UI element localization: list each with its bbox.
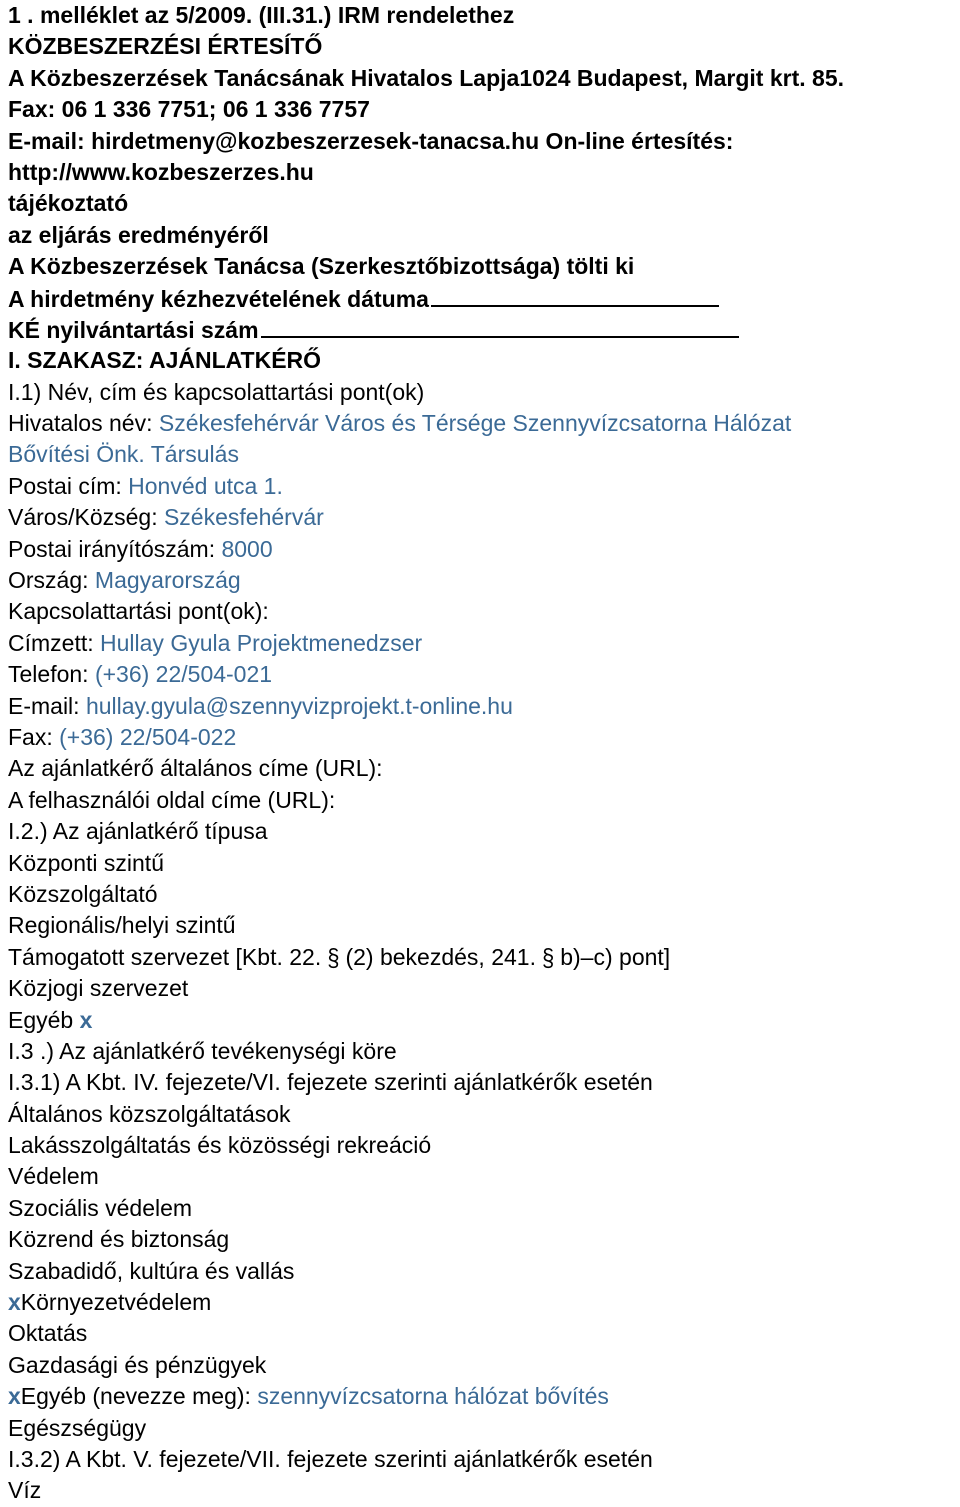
country-value: Magyarország	[94, 567, 241, 594]
other-activity-value: szennyvízcsatorna hálózat bővítés	[257, 1383, 609, 1410]
activity-environment	[8, 1287, 960, 1318]
addressee-label: Címzett:	[8, 629, 101, 656]
option-supported-org	[8, 942, 960, 973]
contact-points-label: Kapcsolattartási pont(ok):	[8, 598, 269, 625]
fax-value: (+36) 22/504-022	[59, 723, 237, 750]
gazette-website: http://www.kozbeszerzes.hu	[8, 158, 314, 185]
city-label: Város/Község:	[8, 504, 164, 531]
receipt-date-label: A hirdetmény kézhezvételének dátuma	[8, 285, 429, 312]
activity-education: Oktatás	[8, 1320, 88, 1347]
addressee-value: Hullay Gyula Projektmenedzser	[100, 629, 423, 656]
activity-health: Egészségügy	[8, 1414, 147, 1441]
other-activity-label: Egyéb (nevezze meg):	[20, 1383, 258, 1410]
document-subject: az eljárás eredményéről	[8, 221, 269, 248]
supported-org-text-3: b)–c) pont]	[560, 943, 671, 970]
section-i2-heading: I.2.) Az ajánlatkérő típusa	[8, 818, 268, 845]
receipt-date-row	[8, 283, 960, 314]
option-public-law: Közjogi szervezet	[8, 975, 189, 1002]
activity-economic: Gazdasági és pénzügyek	[8, 1351, 267, 1378]
email-value: hullay.gyula@szennyvizprojekt.t-online.hu	[85, 692, 513, 719]
registry-number-blank	[261, 314, 739, 338]
supported-org-text-2: (2) bekezdés, 241.	[345, 943, 536, 970]
email-row	[8, 691, 960, 722]
section-i1-heading: I.1) Név, cím és kapcsolattartási pont(ok)	[8, 378, 425, 405]
section-sign-1: §	[327, 942, 340, 972]
section-i3-heading: I.3 .) Az ajánlatkérő tevékenységi köre	[8, 1037, 397, 1064]
section-i32-heading: I.3.2) A Kbt. V. fejezete/VII. fejezete szerinti ajánlatkérők esetén	[8, 1445, 653, 1472]
city-value: Székesfehérvár	[163, 504, 324, 531]
activity-water: Víz	[8, 1477, 42, 1504]
activity-social: Szociális védelem	[8, 1194, 193, 1221]
activity-leisure: Szabadidő, kultúra és vallás	[8, 1257, 295, 1284]
activity-general: Általános közszolgáltatások	[8, 1100, 291, 1127]
option-other-label: Egyéb	[8, 1006, 80, 1033]
option-central: Központi szintű	[8, 849, 164, 876]
option-regional: Regionális/helyi szintű	[8, 912, 236, 939]
supported-org-text-1: Támogatott szervezet [Kbt. 22.	[8, 943, 322, 970]
section-title: I. SZAKASZ: AJÁNLATKÉRŐ	[8, 347, 322, 374]
document-type: tájékoztató	[8, 190, 129, 217]
other-activity-check-mark: x	[8, 1383, 21, 1410]
registry-number-row	[8, 314, 960, 345]
fax-label: Fax:	[8, 723, 60, 750]
fax-row	[8, 722, 960, 753]
environment-label: Környezetvédelem	[20, 1289, 212, 1316]
postal-address-value: Honvéd utca 1.	[128, 472, 283, 499]
receipt-date-blank	[431, 283, 719, 307]
activity-defence: Védelem	[8, 1163, 99, 1190]
general-url-label: Az ajánlatkérő általános címe (URL):	[8, 755, 383, 782]
email-label: E-mail:	[8, 692, 86, 719]
activity-housing: Lakásszolgáltatás és közösségi rekreáció	[8, 1132, 432, 1159]
gazette-email-online: E-mail: hirdetmeny@kozbeszerzesek-tanacsa.hu On-line értesítés:	[8, 127, 734, 154]
phone-label: Telefon:	[8, 661, 95, 688]
phone-row	[8, 659, 960, 690]
official-name-row-cont	[8, 439, 960, 470]
official-name-value: Székesfehérvár Város és Térsége Szennyvízcsatorna Hálózat	[158, 410, 792, 437]
gazette-fax: Fax: 06 1 336 7751; 06 1 336 7757	[8, 96, 370, 123]
option-other-check-mark: x	[79, 1006, 93, 1033]
postal-address-row	[8, 471, 960, 502]
filled-by-note: A Közbeszerzések Tanácsa (Szerkesztőbizottsága) tölti ki	[8, 253, 635, 280]
buyer-profile-url-label: A felhasználói oldal címe (URL):	[8, 786, 336, 813]
country-row	[8, 565, 960, 596]
official-name-label: Hivatalos név:	[8, 410, 159, 437]
city-row	[8, 502, 960, 533]
annex-reference: 1 . melléklet az 5/2009. (III.31.) IRM rendelethez	[8, 2, 515, 28]
activity-public-order: Közrend és biztonság	[8, 1226, 230, 1253]
phone-value: (+36) 22/504-021	[94, 661, 273, 688]
zip-label: Postai irányítószám:	[8, 535, 222, 562]
activity-other	[8, 1381, 960, 1412]
country-label: Ország:	[8, 567, 95, 594]
gazette-subtitle: A Közbeszerzések Tanácsának Hivatalos Lapja1024 Budapest, Margit krt. 85.	[8, 64, 845, 91]
option-other	[8, 1005, 960, 1036]
zip-value: 8000	[221, 535, 273, 562]
section-i31-heading: I.3.1) A Kbt. IV. fejezete/VI. fejezete szerinti ajánlatkérők esetén	[8, 1069, 653, 1096]
postal-address-label: Postai cím:	[8, 472, 129, 499]
option-public-service: Közszolgáltató	[8, 880, 158, 907]
addressee-row	[8, 628, 960, 659]
official-name-row	[8, 408, 960, 439]
official-name-value-cont: Bővítési Önk. Társulás	[8, 441, 239, 468]
environment-check-mark: x	[8, 1289, 21, 1316]
registry-number-label: KÉ nyilvántartási szám	[8, 316, 259, 343]
zip-row	[8, 534, 960, 565]
section-sign-2: §	[541, 942, 555, 972]
gazette-title: KÖZBESZERZÉSI ÉRTESÍTŐ	[8, 33, 323, 60]
